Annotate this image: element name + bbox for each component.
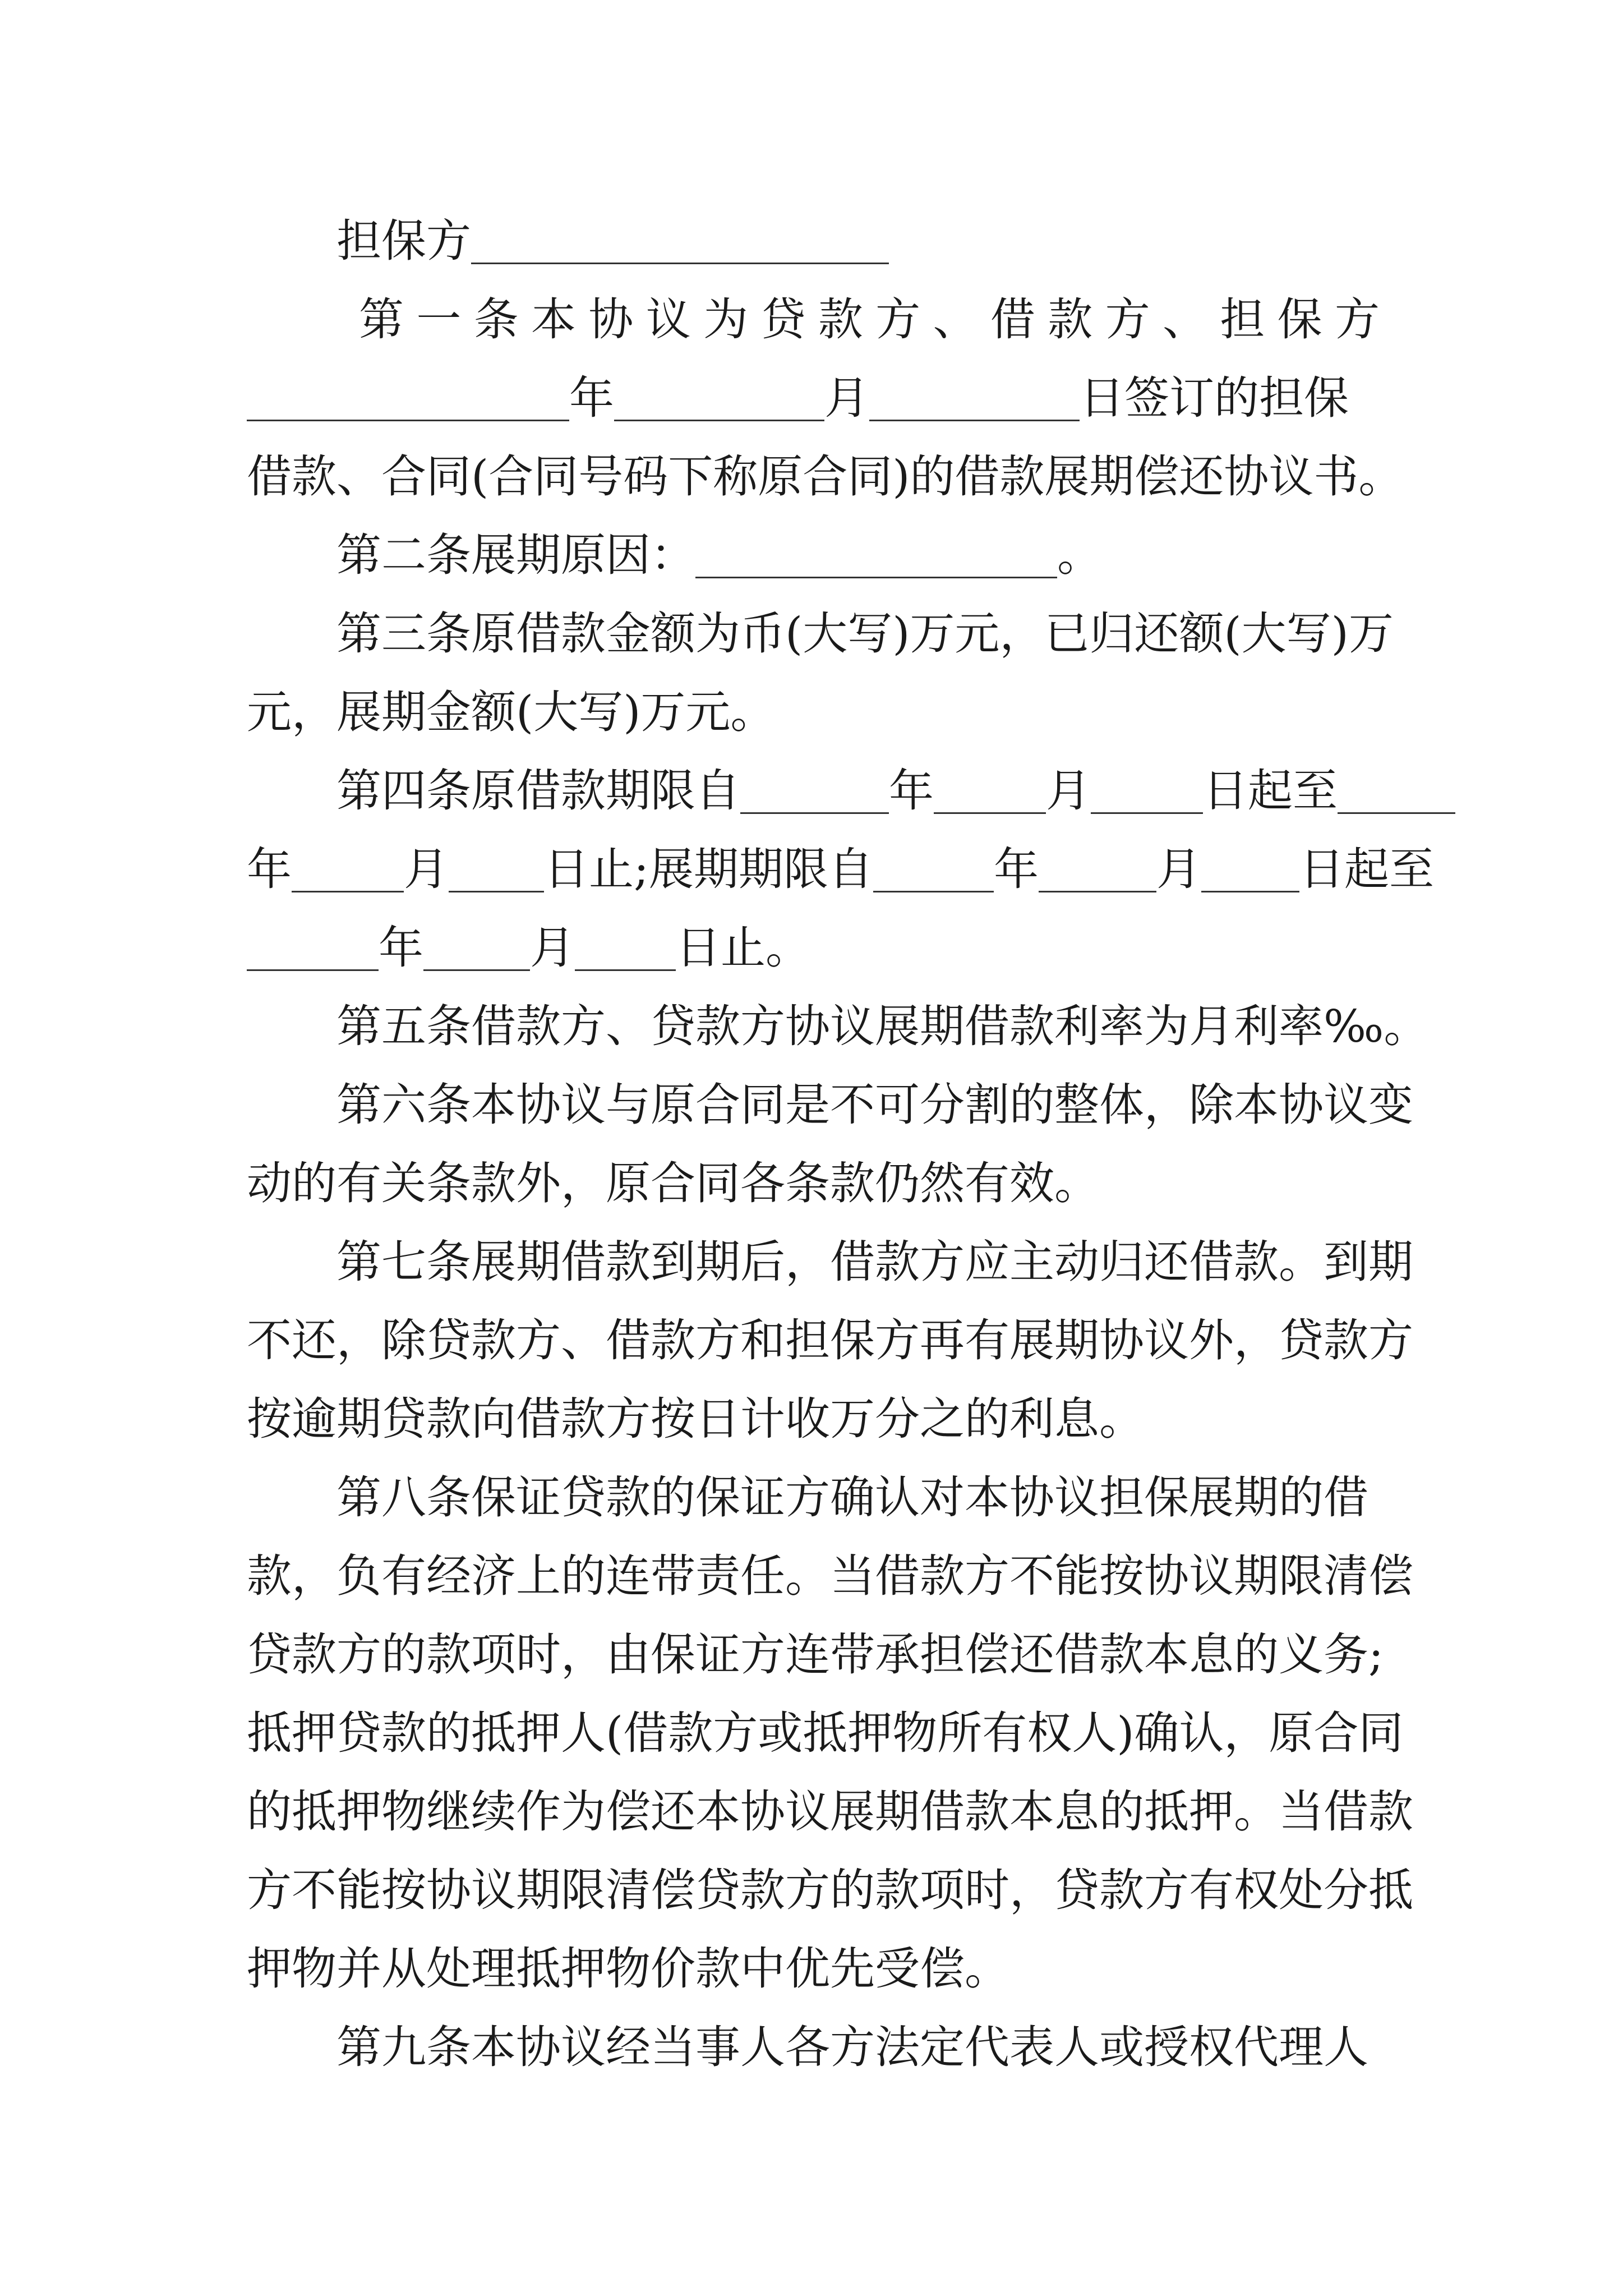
clause8-line2: 款，负有经济上的连带责任。当借款方不能按协议期限清偿 xyxy=(247,1550,1413,1602)
clause8-line6: 方不能按协议期限清偿贷款方的款项时，贷款方有权处分抵 xyxy=(247,1864,1413,1916)
agreement-body xyxy=(247,202,1434,2087)
clause1-day-blank[interactable] xyxy=(869,375,1080,421)
clause5: 第五条借款方、贷款方协议展期借款利率为月利率‰。 xyxy=(336,1000,1429,1052)
clause4-ext-end-year-blank[interactable] xyxy=(247,924,379,971)
clause8-line7: 押物并从处理抵押物价款中优先受偿。 xyxy=(247,1943,1009,1995)
clause4-ext-start-month-blank[interactable] xyxy=(1039,846,1156,892)
clause1-line1: 第一条本协议为贷款方、借款方、担保方 xyxy=(359,293,1380,346)
clause8-line4: 抵押贷款的抵押人(借款方或抵押物所有权人)确认，原合同 xyxy=(247,1707,1404,1759)
clause4-day-from: 日起至 xyxy=(1299,843,1434,895)
clause8-line1: 第八条保证贷款的保证方确认对本协议担保展期的借 xyxy=(336,1471,1368,1524)
clause4-line2 xyxy=(247,830,1434,909)
clause4-month-label: 月 xyxy=(1046,765,1091,817)
clause6-line1: 第六条本协议与原合同是不可分割的整体，除本协议变 xyxy=(336,1079,1413,1131)
clause4-orig-end-year-blank[interactable] xyxy=(1338,767,1455,814)
clause4-orig-end-month-blank[interactable] xyxy=(292,846,404,892)
clause4-day-from: 日起至 xyxy=(1203,765,1338,817)
guarantor-blank[interactable] xyxy=(471,218,889,264)
clause4-year-label: 年 xyxy=(993,843,1039,895)
clause8-line3: 贷款方的款项时，由保证方连带承担偿还借款本息的义务; xyxy=(247,1628,1384,1681)
clause4-month-label: 月 xyxy=(530,922,575,974)
clause4-ext-start-year-blank[interactable] xyxy=(873,846,994,892)
clause4-month-label: 月 xyxy=(1156,843,1201,895)
clause4-line3 xyxy=(247,909,1380,987)
clause1-year-blank[interactable] xyxy=(247,375,569,421)
clause4-year-label: 年 xyxy=(889,765,934,817)
clause1-month-blank[interactable] xyxy=(614,375,824,421)
clause9-line1: 第九条本协议经当事人各方法定代表人或授权代理人 xyxy=(336,2021,1368,2073)
clause1-year-label: 年 xyxy=(569,372,614,424)
clause4-month-label: 月 xyxy=(404,843,449,895)
clause4-ext-end-day-blank[interactable] xyxy=(575,924,676,971)
clause7-line2: 不还，除贷款方、借款方和担保方再有展期协议外，贷款方 xyxy=(247,1314,1413,1366)
clause4-ext-start-day-blank[interactable] xyxy=(1201,846,1299,892)
clause6-line2: 动的有关条款外，原合同各条款仍然有效。 xyxy=(247,1157,1099,1209)
guarantor-label: 担保方 xyxy=(336,215,471,267)
clause2-text: 第二条展期原因： xyxy=(336,529,695,581)
clause7-line3: 按逾期贷款向借款方按日计收万分之的利息。 xyxy=(247,1393,1144,1445)
clause8-line5: 的抵押物继续作为偿还本协议展期借款本息的抵押。当借款 xyxy=(247,1786,1413,1838)
clause4-line1 xyxy=(247,752,1380,830)
clause1-day-tail: 日签订的担保 xyxy=(1080,372,1349,424)
clause3-line1: 第三条原借款金额为币(大写)万元，已归还额(大写)万 xyxy=(336,608,1394,660)
clause3-line2: 元，展期金额(大写)万元。 xyxy=(247,686,776,738)
clause1-line3: 借款、合同(合同号码下称原合同)的借款展期偿还协议书。 xyxy=(247,450,1404,503)
clause2 xyxy=(247,516,1380,595)
clause4-orig-start-day-blank[interactable] xyxy=(1091,767,1203,814)
guarantor-line xyxy=(247,202,1380,280)
clause7-line1: 第七条展期借款到期后，借款方应主动归还借款。到期 xyxy=(336,1236,1413,1288)
clause4-year-label: 年 xyxy=(379,922,423,974)
clause4-orig-end-day-blank[interactable] xyxy=(449,846,544,892)
clause4-day-until: 日止;展期期限自 xyxy=(544,843,873,895)
clause4-day-end: 日止。 xyxy=(676,922,810,974)
clause4-orig-start-year-blank[interactable] xyxy=(740,767,889,814)
clause1-month-label: 月 xyxy=(824,372,869,424)
clause2-reason-blank[interactable] xyxy=(695,532,1057,578)
clause4-orig-start-month-blank[interactable] xyxy=(934,767,1046,814)
clause4-year-label: 年 xyxy=(247,843,292,895)
clause1-line2 xyxy=(247,359,1380,438)
clause2-end: 。 xyxy=(1057,529,1102,581)
clause4-prefix: 第四条原借款期限自 xyxy=(336,765,740,817)
clause4-ext-end-month-blank[interactable] xyxy=(423,924,530,971)
